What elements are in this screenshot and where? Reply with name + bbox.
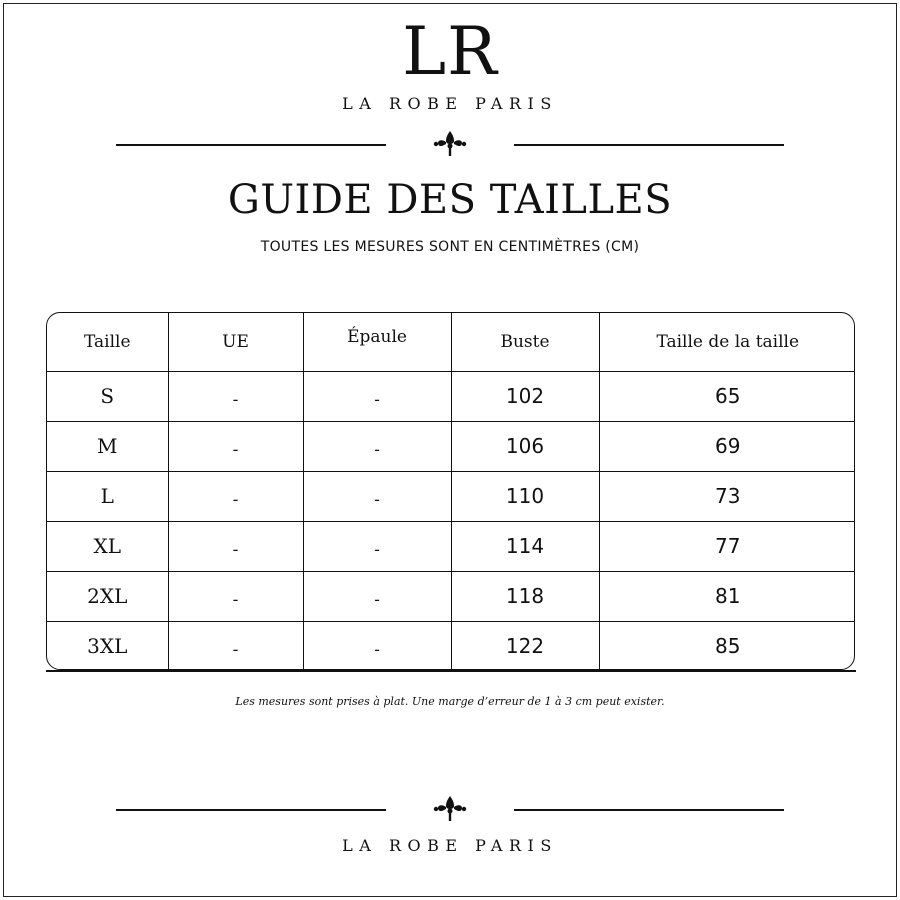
cell-ue: -: [168, 521, 303, 571]
cell-size: 2XL: [47, 571, 168, 621]
divider-line-left: [116, 809, 386, 811]
table-underline: [46, 670, 856, 672]
cell-taille: 65: [599, 371, 855, 421]
table-row: [47, 371, 855, 421]
divider-line-left: [116, 144, 386, 146]
table-row: [47, 621, 855, 670]
brand-logo: LR: [402, 13, 498, 90]
header-taille: Taille: [47, 313, 168, 371]
cell-ue: -: [168, 371, 303, 421]
cell-buste: 118: [451, 571, 599, 621]
cell-epaule: -: [303, 621, 451, 670]
cell-taille: 85: [599, 621, 855, 670]
header-ue: UE: [168, 313, 303, 371]
cell-taille: 77: [599, 521, 855, 571]
fleur-de-lis-icon: [432, 130, 468, 160]
table-row: [47, 471, 855, 521]
cell-epaule: -: [303, 521, 451, 571]
table-row: [47, 571, 855, 621]
cell-ue: -: [168, 421, 303, 471]
cell-buste: 102: [451, 371, 599, 421]
cell-size: 3XL: [47, 621, 168, 670]
cell-size: XL: [47, 521, 168, 571]
header-tour-de-taille: Taille de la taille: [599, 313, 855, 371]
cell-buste: 106: [451, 421, 599, 471]
cell-ue: -: [168, 621, 303, 670]
size-table: [47, 313, 855, 670]
fleur-de-lis-icon: [432, 795, 468, 825]
cell-size: L: [47, 471, 168, 521]
table-row: [47, 521, 855, 571]
cell-taille: 69: [599, 421, 855, 471]
ornament-divider-top: [0, 130, 900, 160]
divider-line-right: [514, 144, 784, 146]
cell-buste: 122: [451, 621, 599, 670]
cell-buste: 110: [451, 471, 599, 521]
cell-epaule: -: [303, 371, 451, 421]
header-buste: Buste: [451, 313, 599, 371]
cell-buste: 114: [451, 521, 599, 571]
cell-size: M: [47, 421, 168, 471]
brand-name-top: LA ROBE PARIS: [342, 94, 558, 113]
cell-epaule: -: [303, 571, 451, 621]
table-row: [47, 421, 855, 471]
cell-taille: 81: [599, 571, 855, 621]
cell-epaule: -: [303, 471, 451, 521]
table-header-row: [47, 313, 855, 371]
cell-taille: 73: [599, 471, 855, 521]
brand-name-bottom: LA ROBE PARIS: [342, 836, 558, 855]
divider-line-right: [514, 809, 784, 811]
cell-epaule: -: [303, 421, 451, 471]
cell-ue: -: [168, 571, 303, 621]
page-subtitle: TOUTES LES MESURES SONT EN CENTIMÈTRES (CM): [260, 239, 640, 255]
measurement-note: Les mesures sont prises à plat. Une marge d’erreur de 1 à 3 cm peut exister.: [235, 695, 665, 708]
ornament-divider-bottom: [0, 795, 900, 825]
cell-ue: -: [168, 471, 303, 521]
header-epaule: Épaule: [303, 313, 451, 371]
page-title: GUIDE DES TAILLES: [227, 177, 673, 223]
cell-size: S: [47, 371, 168, 421]
size-table-container: [46, 312, 855, 670]
